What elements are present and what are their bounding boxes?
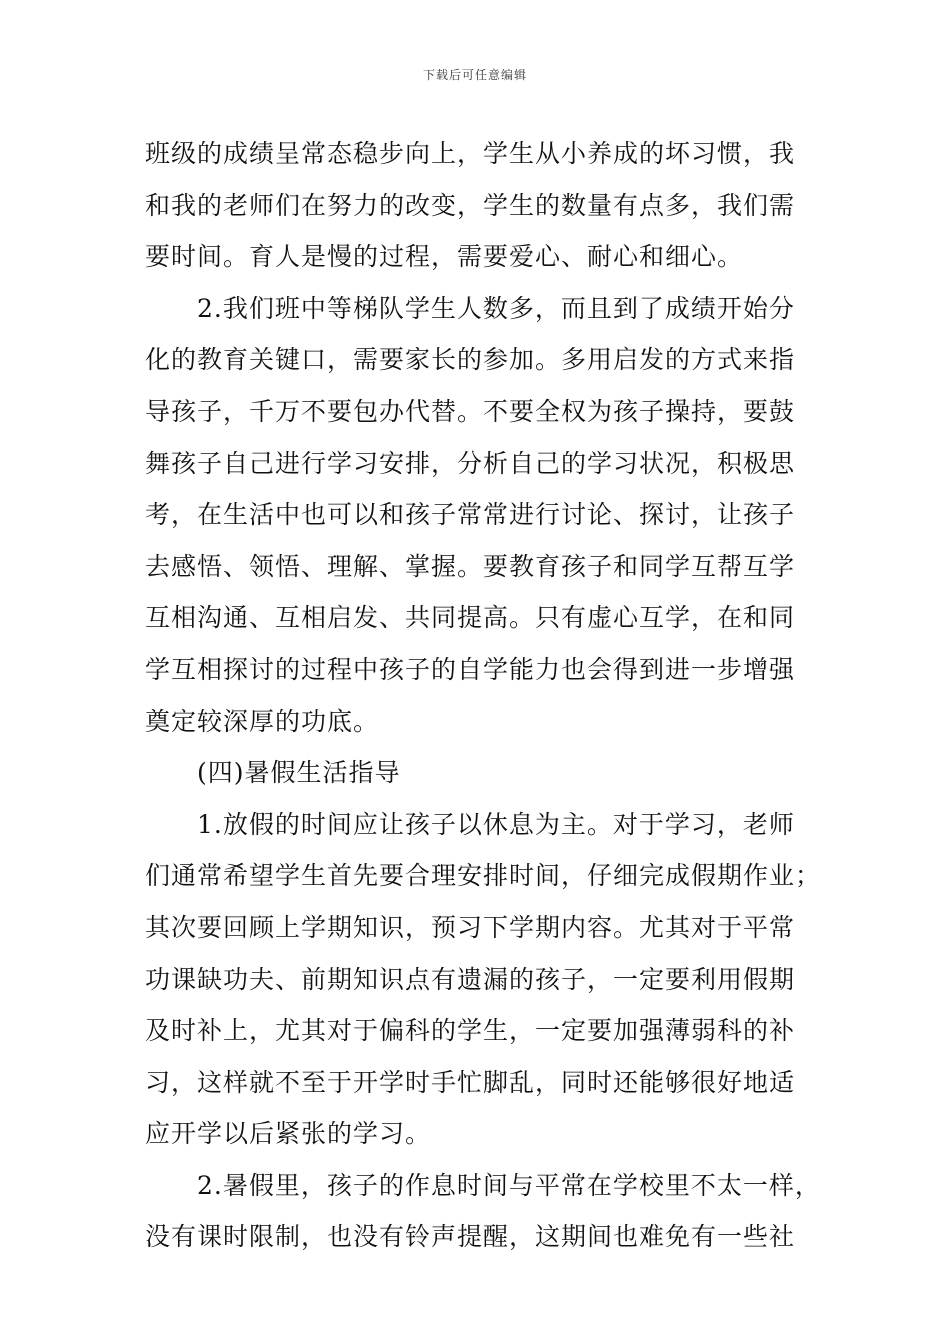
body-line: 其次要回顾上学期知识，预习下学期内容。尤其对于平常	[145, 912, 796, 942]
body-line: 奠定较深厚的功底。	[145, 706, 380, 736]
body-line: 应开学以后紧张的学习。	[145, 1119, 432, 1149]
body-line: 化的教育关键口，需要家长的参加。多用启发的方式来指	[145, 345, 796, 375]
body-line: 班级的成绩呈常态稳步向上，学生从小养成的坏习惯，我	[145, 139, 796, 168]
body-line: 学互相探讨的过程中孩子的自学能力也会得到进一步增强	[145, 654, 796, 684]
body-line: 去感悟、领悟、理解、掌握。要教育孩子和同学互帮互学	[145, 551, 796, 581]
section-heading: (四)暑假生活指导	[197, 758, 401, 788]
page-header-note: 下载后可任意编辑	[422, 68, 527, 82]
body-line: 们通常希望学生首先要合理安排时间，仔细完成假期作业；	[145, 861, 822, 891]
body-line: 功课缺功夫、前期知识点有遗漏的孩子，一定要利用假期	[145, 964, 796, 994]
body-line: 考，在生活中也可以和孩子常常进行讨论、探讨，让孩子	[145, 500, 796, 530]
body-line: 要时间。育人是慢的过程，需要爱心、耐心和细心。	[145, 242, 744, 272]
body-line: 导孩子，千万不要包办代替。不要全权为孩子操持，要鼓	[145, 396, 796, 426]
body-line: 2.我们班中等梯队学生人数多，而且到了成绩开始分	[197, 293, 795, 323]
body-line: 1.放假的时间应让孩子以休息为主。对于学习，老师	[197, 809, 795, 839]
body-line: 互相沟通、互相启发、共同提高。只有虚心互学，在和同	[145, 603, 796, 633]
body-line: 及时补上，尤其对于偏科的学生，一定要加强薄弱科的补	[145, 1016, 796, 1046]
body-line: 和我的老师们在努力的改变，学生的数量有点多，我们需	[145, 190, 796, 220]
body-line: 2.暑假里，孩子的作息时间与平常在学校里不太一样，	[197, 1170, 821, 1200]
body-line: 舞孩子自己进行学习安排，分析自己的学习状况，积极思	[145, 448, 796, 478]
body-line: 没有课时限制，也没有铃声提醒，这期间也难免有一些社	[145, 1222, 796, 1252]
document-body	[145, 128, 822, 1263]
body-line: 习，这样就不至于开学时手忙脚乱，同时还能够很好地适	[145, 1067, 796, 1097]
